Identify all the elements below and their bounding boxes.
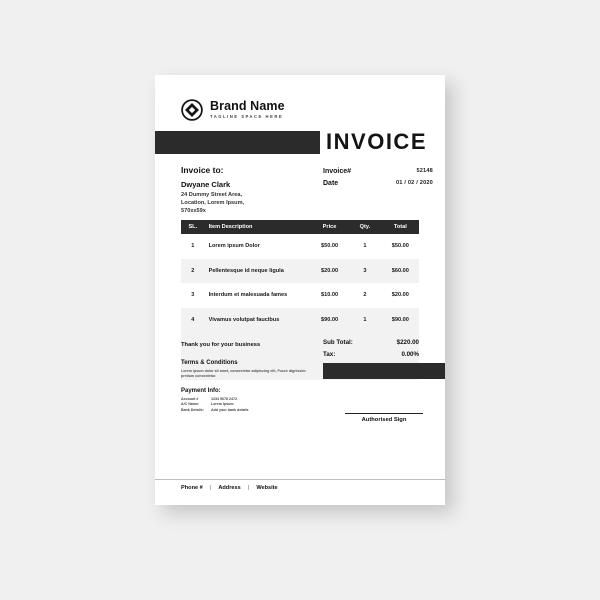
payment-acname-value: Lorem Ipsum	[211, 402, 234, 407]
payment-info-row	[181, 408, 321, 413]
table-row	[181, 234, 419, 259]
payment-info-title: Payment Info:	[181, 388, 221, 394]
footer-separator: |	[209, 485, 212, 491]
cell-qty: 2	[363, 292, 367, 299]
payment-bank-value: Add your bank details	[211, 407, 249, 412]
column-header-sl: SL.	[188, 224, 198, 230]
bill-to-address-line-3: 570xx59x	[181, 208, 206, 214]
invoice-meta-block	[323, 168, 433, 192]
terms-body: Lorem ipsum dolor sit amet, consectetur adipiscing elit, Fusce dignissim pretium consectetur.	[181, 369, 306, 378]
terms-block	[181, 360, 309, 379]
cell-description: Vivamus volutpat faucibus	[208, 316, 280, 323]
invoice-document	[155, 75, 445, 505]
invoice-date-label: Date	[323, 180, 339, 187]
brand-text-block	[210, 100, 285, 119]
cell-description: Lorem ipsum Dolor	[208, 243, 260, 250]
bill-to-address-line-2: Location, Lorem Ipsum,	[181, 200, 245, 206]
diamond-logo-icon	[181, 99, 203, 121]
footer-contact-list	[155, 485, 445, 491]
cell-total: $90.00	[391, 316, 409, 323]
invoice-number-value: 52148	[416, 168, 433, 174]
invoice-date-value: 01 / 02 / 2020	[395, 180, 433, 186]
footer-phone: Phone #	[181, 485, 203, 491]
bill-to-label: Invoice to:	[181, 165, 224, 175]
payment-acname-label: A/C Name:	[181, 402, 200, 407]
signature-label: Authorised Sign	[361, 417, 407, 423]
table-row	[181, 259, 419, 284]
bill-to-name: Dwyane Clark	[181, 180, 231, 189]
cell-price: $20.00	[320, 267, 339, 274]
column-header-price: Price	[322, 224, 337, 230]
payment-bank-label: Bank Details:	[181, 407, 204, 412]
subtotal-value: $220.00	[396, 339, 419, 346]
bill-to-block	[181, 165, 244, 215]
bill-to-address-line-1: 24 Dummy Street Area,	[181, 192, 243, 198]
grand-total-bar	[323, 363, 445, 379]
footer-address: Address	[218, 485, 241, 491]
table-header-row	[181, 220, 419, 234]
cell-total: $20.00	[391, 292, 409, 299]
cell-sl: 2	[191, 267, 195, 274]
payment-account-label: Account #	[181, 397, 199, 401]
footer-separator: |	[247, 485, 250, 491]
column-header-qty: Qty.	[359, 224, 371, 230]
column-header-description: Item Description	[208, 224, 253, 230]
cell-description: Interdum et malesuada fames	[208, 292, 288, 299]
table-row	[181, 308, 419, 333]
tax-value: 0.00%	[401, 351, 419, 358]
cell-description: Pellentesque id neque ligula	[208, 267, 284, 274]
cell-total: $50.00	[391, 243, 409, 250]
subtotal-row	[323, 339, 419, 346]
tax-row	[323, 351, 419, 358]
table-row	[181, 283, 419, 308]
payment-account-value: 1234 5678 2472	[211, 397, 237, 401]
cell-price: $90.00	[320, 316, 339, 323]
invoice-number-label: Invoice#	[323, 168, 352, 175]
signature-block	[345, 413, 423, 423]
signature-line	[345, 413, 423, 414]
totals-block	[323, 339, 419, 363]
page-title: INVOICE	[326, 129, 427, 154]
cell-qty: 3	[363, 267, 367, 274]
cell-qty: 1	[363, 243, 367, 250]
thank-you-note: Thank you for your business	[181, 342, 261, 348]
invoice-number-row	[323, 168, 433, 175]
terms-title: Terms & Conditions	[181, 360, 238, 366]
document-footer	[155, 479, 445, 491]
column-header-total: Total	[393, 224, 407, 230]
cell-sl: 1	[191, 243, 195, 250]
cell-price: $10.00	[320, 292, 339, 299]
cell-total: $60.00	[391, 267, 409, 274]
cell-qty: 1	[363, 316, 367, 323]
brand-tagline: TAGLINE SPACE HERE	[210, 114, 284, 120]
cell-sl: 4	[191, 316, 195, 323]
cell-sl: 3	[191, 292, 195, 299]
brand-header	[181, 99, 285, 121]
cell-price: $50.00	[320, 243, 339, 250]
payment-info-block	[181, 388, 321, 413]
invoice-date-row	[323, 180, 433, 187]
tax-label: Tax:	[323, 351, 336, 358]
footer-website: Website	[256, 485, 278, 491]
brand-name: Brand Name	[210, 99, 285, 114]
subtotal-label: Sub Total:	[323, 339, 353, 346]
